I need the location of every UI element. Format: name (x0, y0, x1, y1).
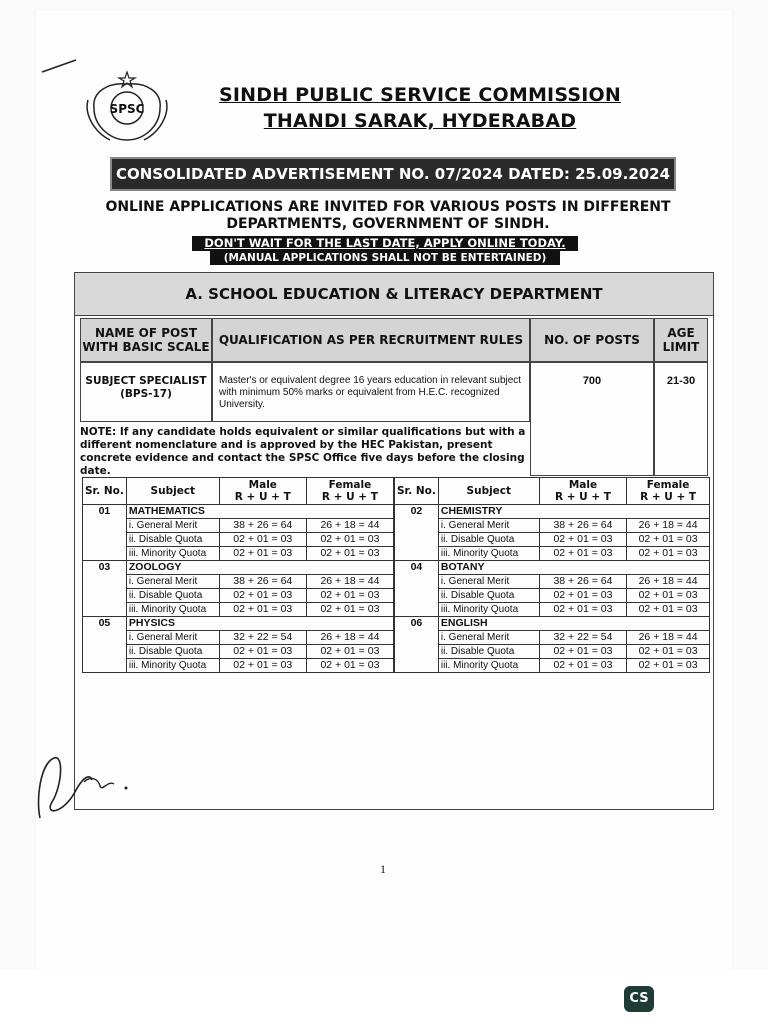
quota-label: ii. Disable Quota (438, 533, 539, 547)
female-seats: 02 + 01 = 03 (627, 589, 710, 603)
subject-name: MATHEMATICS (126, 505, 393, 519)
subject-sr-no: 06 (395, 617, 439, 673)
quota-label: ii. Disable Quota (126, 645, 219, 659)
subject-name: ZOOLOGY (126, 561, 393, 575)
male-seats: 32 + 22 = 54 (219, 631, 306, 645)
quota-row (83, 547, 394, 561)
male-seats: 38 + 26 = 64 (539, 519, 626, 533)
intro-line-2: DEPARTMENTS, GOVERNMENT OF SINDH. (226, 216, 550, 232)
quota-label: i. General Merit (126, 575, 219, 589)
posts-count: 700 (582, 375, 602, 387)
quota-label: iii. Minority Quota (438, 659, 539, 673)
header-male-rut: R + U + T (554, 491, 611, 503)
header-age-limit: AGE LIMIT (654, 318, 708, 362)
quota-label: i. General Merit (126, 631, 219, 645)
male-seats: 02 + 01 = 03 (219, 603, 306, 617)
quota-row (395, 645, 710, 659)
subject-row (83, 561, 394, 575)
header-female (306, 478, 393, 505)
female-seats: 26 + 18 = 44 (306, 519, 393, 533)
female-seats: 26 + 18 = 44 (627, 631, 710, 645)
qualification-text: Master's or equivalent degree 16 years education in relevant subject with minimum 50% marks or equivalent from H.E.C. recognized University. (219, 375, 522, 410)
female-seats: 02 + 01 = 03 (627, 547, 710, 561)
female-seats: 02 + 01 = 03 (306, 659, 393, 673)
org-name: SINDH PUBLIC SERVICE COMMISSION (219, 84, 621, 106)
quota-row (395, 589, 710, 603)
header-subject: Subject (126, 478, 219, 505)
female-seats: 26 + 18 = 44 (627, 575, 710, 589)
female-seats: 26 + 18 = 44 (627, 519, 710, 533)
quota-row (395, 547, 710, 561)
subject-sr-no: 03 (83, 561, 127, 617)
header-no-of-posts: NO. OF POSTS (530, 318, 654, 362)
subject-row (395, 617, 710, 631)
quota-label: ii. Disable Quota (438, 589, 539, 603)
quota-label: iii. Minority Quota (126, 603, 219, 617)
quota-row (83, 589, 394, 603)
intro-line-1: ONLINE APPLICATIONS ARE INVITED FOR VARIOUS POSTS IN DIFFERENT (105, 199, 671, 215)
department-title: A. SCHOOL EDUCATION & LITERACY DEPARTMENT (74, 272, 714, 316)
female-seats: 02 + 01 = 03 (306, 589, 393, 603)
logo-text: SPSC (109, 102, 145, 116)
header-female (627, 478, 710, 505)
subject-table-right (394, 477, 710, 673)
female-seats: 02 + 01 = 03 (306, 603, 393, 617)
quota-label: iii. Minority Quota (126, 659, 219, 673)
quota-row (395, 519, 710, 533)
quota-label: ii. Disable Quota (438, 645, 539, 659)
subject-sr-no: 05 (83, 617, 127, 673)
quota-row (83, 659, 394, 673)
header-sr-no: Sr. No. (83, 478, 127, 505)
quota-row (83, 645, 394, 659)
manual-notice: (MANUAL APPLICATIONS SHALL NOT BE ENTERTAINED) (210, 251, 560, 265)
page-number: 1 (380, 862, 386, 876)
header-male-label: Male (568, 479, 598, 491)
camscanner-badge-icon[interactable]: CS (624, 986, 654, 1012)
header-male-rut: R + U + T (234, 491, 291, 503)
spsc-logo (84, 70, 170, 146)
eligibility-note: NOTE: If any candidate holds equivalent or similar qualifications but with a different nomenclature and is approved by the HEC Pakistan, present concrete evidence and contact the SPSC Office five days before the closing date. (80, 426, 526, 477)
subject-table-left (82, 477, 394, 673)
female-seats: 02 + 01 = 03 (627, 533, 710, 547)
quota-label: i. General Merit (438, 519, 539, 533)
age-cell (654, 362, 708, 476)
female-seats: 26 + 18 = 44 (306, 631, 393, 645)
quota-label: ii. Disable Quota (126, 589, 219, 603)
header-female-rut: R + U + T (321, 491, 378, 503)
female-seats: 02 + 01 = 03 (306, 645, 393, 659)
header-qualification: QUALIFICATION AS PER RECRUITMENT RULES (212, 318, 530, 362)
female-seats: 02 + 01 = 03 (627, 603, 710, 617)
quota-row (83, 519, 394, 533)
male-seats: 02 + 01 = 03 (539, 589, 626, 603)
male-seats: 02 + 01 = 03 (539, 645, 626, 659)
quota-row (395, 659, 710, 673)
male-seats: 32 + 22 = 54 (539, 631, 626, 645)
male-seats: 02 + 01 = 03 (539, 603, 626, 617)
quota-label: ii. Disable Quota (126, 533, 219, 547)
quota-label: iii. Minority Quota (438, 603, 539, 617)
advertisement-title: CONSOLIDATED ADVERTISEMENT NO. 07/2024 DATED: 25.09.2024 (115, 165, 671, 183)
quota-row (83, 575, 394, 589)
male-seats: 02 + 01 = 03 (219, 589, 306, 603)
quota-row (395, 575, 710, 589)
quota-label: i. General Merit (438, 631, 539, 645)
org-address: THANDI SARAK, HYDERABAD (263, 110, 577, 132)
quota-label: iii. Minority Quota (438, 547, 539, 561)
post-name: SUBJECT SPECIALIST (85, 375, 207, 387)
qualification-cell (212, 362, 530, 422)
female-seats: 26 + 18 = 44 (306, 575, 393, 589)
quota-row (395, 603, 710, 617)
subject-row (83, 505, 394, 519)
header-sr-no: Sr. No. (395, 478, 439, 505)
quota-row (83, 631, 394, 645)
male-seats: 02 + 01 = 03 (539, 659, 626, 673)
header-post-name: NAME OF POST WITH BASIC SCALE (80, 318, 212, 362)
quota-label: i. General Merit (126, 519, 219, 533)
post-scale: (BPS-17) (120, 388, 172, 400)
male-seats: 38 + 26 = 64 (539, 575, 626, 589)
subject-row (83, 617, 394, 631)
quota-label: i. General Merit (438, 575, 539, 589)
age-limit: 21-30 (666, 375, 696, 387)
advertisement-banner (110, 157, 676, 191)
subject-sr-no: 02 (395, 505, 439, 561)
subject-sr-no: 01 (83, 505, 127, 561)
quota-row (83, 603, 394, 617)
subject-name: ENGLISH (438, 617, 709, 631)
posts-cell (530, 362, 654, 476)
male-seats: 02 + 01 = 03 (219, 533, 306, 547)
header-male (219, 478, 306, 505)
subject-row (395, 505, 710, 519)
signature-image (34, 740, 154, 830)
subject-name: CHEMISTRY (438, 505, 709, 519)
subject-name: PHYSICS (126, 617, 393, 631)
female-seats: 02 + 01 = 03 (306, 547, 393, 561)
male-seats: 02 + 01 = 03 (219, 645, 306, 659)
quota-row (395, 631, 710, 645)
male-seats: 02 + 01 = 03 (539, 547, 626, 561)
header-female-label: Female (646, 479, 690, 491)
header-female-label: Female (328, 479, 372, 491)
quota-row (83, 533, 394, 547)
female-seats: 02 + 01 = 03 (627, 645, 710, 659)
male-seats: 38 + 26 = 64 (219, 519, 306, 533)
header-male (539, 478, 626, 505)
male-seats: 02 + 01 = 03 (219, 547, 306, 561)
header-female-rut: R + U + T (640, 491, 697, 503)
header-subject: Subject (438, 478, 539, 505)
dont-wait-notice: DON'T WAIT FOR THE LAST DATE, APPLY ONLINE TODAY. (192, 236, 578, 251)
female-seats: 02 + 01 = 03 (306, 533, 393, 547)
pen-mark-icon (40, 56, 80, 76)
quota-label: iii. Minority Quota (126, 547, 219, 561)
female-seats: 02 + 01 = 03 (627, 659, 710, 673)
quota-row (395, 533, 710, 547)
header-male-label: Male (248, 479, 277, 491)
male-seats: 38 + 26 = 64 (219, 575, 306, 589)
male-seats: 02 + 01 = 03 (539, 533, 626, 547)
subject-row (395, 561, 710, 575)
subject-sr-no: 04 (395, 561, 439, 617)
subject-name: BOTANY (438, 561, 709, 575)
post-name-cell (80, 362, 212, 422)
male-seats: 02 + 01 = 03 (219, 659, 306, 673)
